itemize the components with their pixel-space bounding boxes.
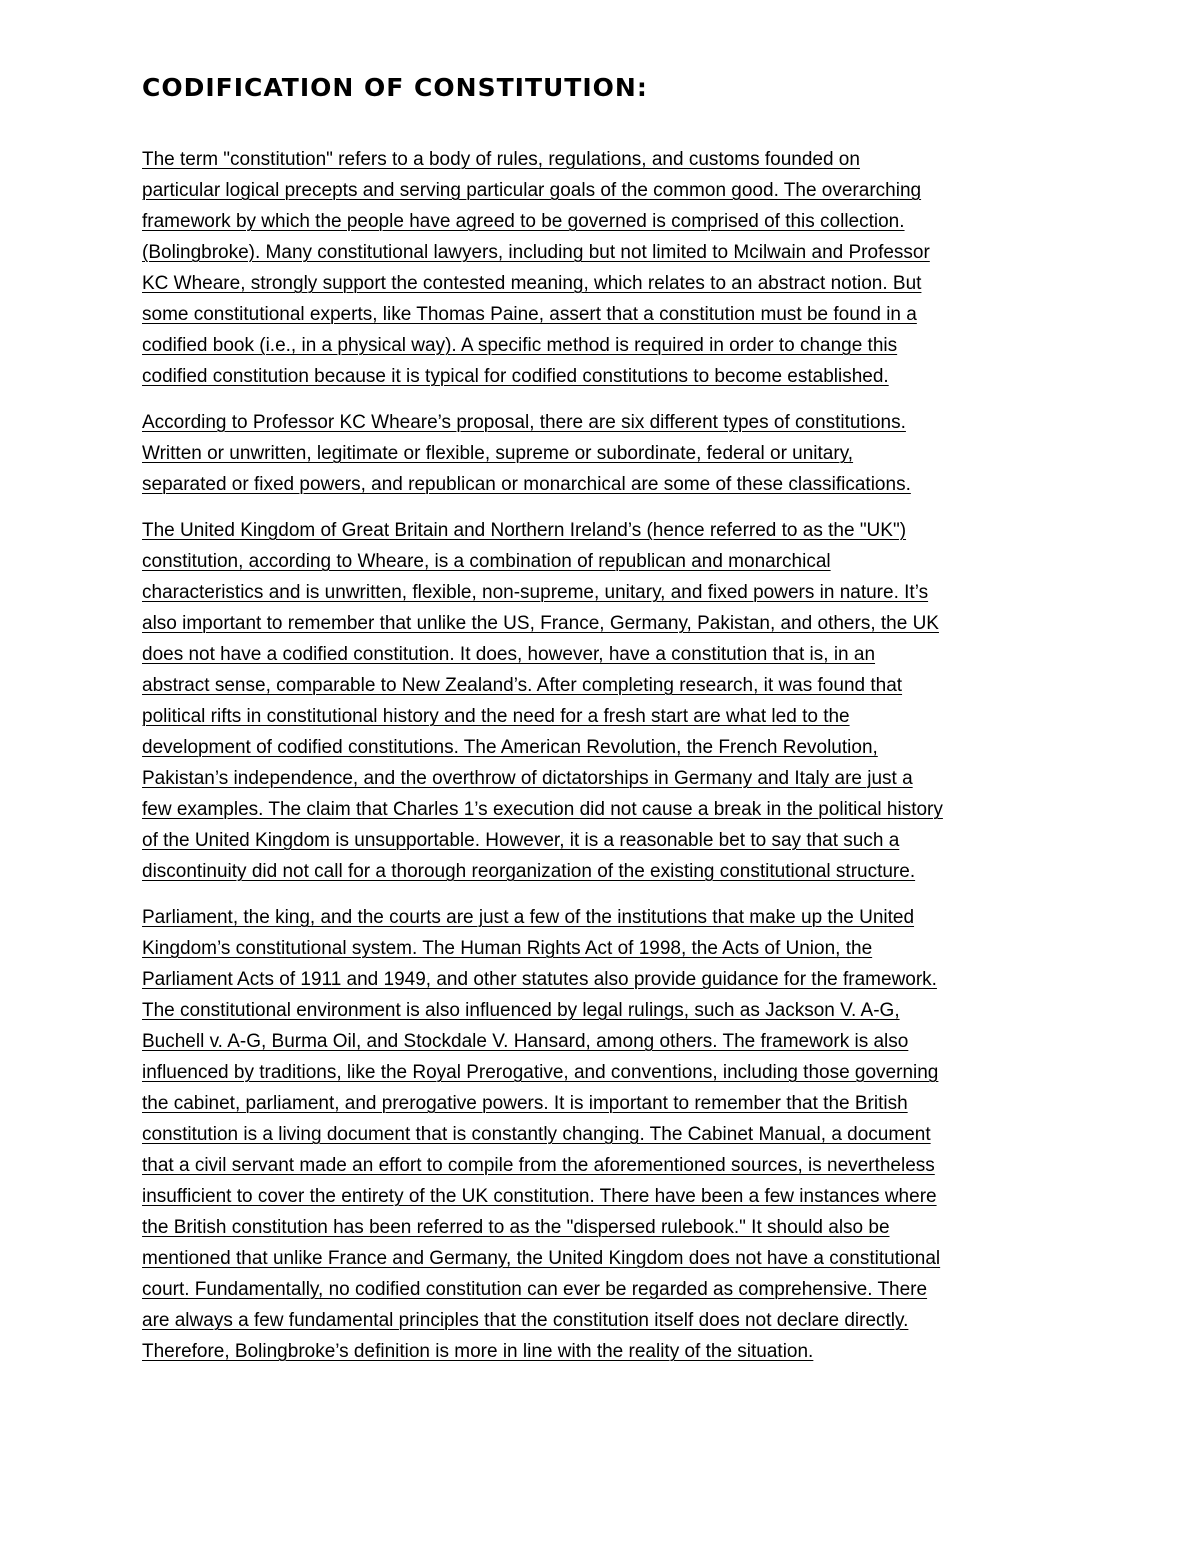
text-line: discontinuity did not call for a thorough reorganization of the existing constitutional structure. [142, 861, 916, 882]
paragraph-classifications [142, 407, 1064, 500]
text-line: The term "constitution" refers to a body of rules, regulations, and customs founded on [142, 149, 860, 170]
text-line: Parliament Acts of 1911 and 1949, and other statutes also provide guidance for the framework. [142, 969, 937, 990]
text-line: According to Professor KC Wheare’s proposal, there are six different types of constitutions. [142, 412, 906, 433]
text-line: mentioned that unlike France and Germany, the United Kingdom does not have a constitutional [142, 1248, 941, 1269]
text-line: abstract sense, comparable to New Zealand’s. After completing research, it was found that [142, 675, 903, 696]
text-line: particular logical precepts and serving particular goals of the common good. The overarching [142, 180, 922, 201]
text-line: KC Wheare, strongly support the contested meaning, which relates to an abstract notion. But [142, 273, 922, 294]
text-line: framework by which the people have agreed to be governed is comprised of this collection. [142, 211, 905, 232]
text-line: political rifts in constitutional history and the need for a fresh start are what led to the [142, 706, 850, 727]
document-body [142, 70, 1064, 1382]
text-line: the cabinet, parliament, and prerogative powers. It is important to remember that the British [142, 1093, 908, 1114]
paragraph-definition [142, 144, 1064, 392]
text-line: The constitutional environment is also influenced by legal rulings, such as Jackson V. A-G, [142, 1000, 900, 1021]
text-line: are always a few fundamental principles that the constitution itself does not declare directly. [142, 1310, 909, 1331]
text-line: characteristics and is unwritten, flexible, non-supreme, unitary, and fixed powers in nature. It’s [142, 582, 929, 603]
text-line: that a civil servant made an effort to compile from the aforementioned sources, is nevertheless [142, 1155, 935, 1176]
paragraph-uk-constitution [142, 515, 1064, 887]
text-line: some constitutional experts, like Thomas Paine, assert that a constitution must be found in a [142, 304, 917, 325]
text-line: also important to remember that unlike the US, France, Germany, Pakistan, and others, the UK [142, 613, 939, 634]
text-line: Buchell v. A-G, Burma Oil, and Stockdale V. Hansard, among others. The framework is also [142, 1031, 909, 1052]
text-line: few examples. The claim that Charles 1’s execution did not cause a break in the political history [142, 799, 943, 820]
text-line: Written or unwritten, legitimate or flexible, supreme or subordinate, federal or unitary, [142, 443, 854, 464]
text-line: separated or fixed powers, and republican or monarchical are some of these classifications. [142, 474, 911, 495]
text-line: constitution is a living document that is constantly changing. The Cabinet Manual, a document [142, 1124, 931, 1145]
text-line: Pakistan’s independence, and the overthrow of dictatorships in Germany and Italy are just a [142, 768, 913, 789]
paragraph-institutions [142, 902, 1064, 1367]
document-title: CODIFICATION OF CONSTITUTION: [142, 73, 648, 102]
text-line: constitution, according to Wheare, is a combination of republican and monarchical [142, 551, 831, 572]
text-line: Parliament, the king, and the courts are just a few of the institutions that make up the United [142, 907, 915, 928]
text-line: codified book (i.e., in a physical way). A specific method is required in order to change this [142, 335, 898, 356]
text-line: influenced by traditions, like the Royal Prerogative, and conventions, including those governing [142, 1062, 939, 1083]
text-line: Kingdom’s constitutional system. The Human Rights Act of 1998, the Acts of Union, the [142, 938, 873, 959]
text-line: (Bolingbroke). Many constitutional lawyers, including but not limited to Mcilwain and Professor [142, 242, 930, 263]
text-line: court. Fundamentally, no codified constitution can ever be regarded as comprehensive. There [142, 1279, 928, 1300]
text-line: The United Kingdom of Great Britain and Northern Ireland’s (hence referred to as the "UK") [142, 520, 907, 541]
text-line: the British constitution has been referred to as the "dispersed rulebook." It should also be [142, 1217, 890, 1238]
text-line: codified constitution because it is typical for codified constitutions to become established. [142, 366, 889, 387]
text-line: Therefore, Bolingbroke’s definition is more in line with the reality of the situation. [142, 1341, 814, 1362]
text-line: insufficient to cover the entirety of the UK constitution. There have been a few instances where [142, 1186, 937, 1207]
text-line: development of codified constitutions. The American Revolution, the French Revolution, [142, 737, 878, 758]
text-line: does not have a codified constitution. It does, however, have a constitution that is, in an [142, 644, 876, 665]
text-line: of the United Kingdom is unsupportable. However, it is a reasonable bet to say that such a [142, 830, 900, 851]
